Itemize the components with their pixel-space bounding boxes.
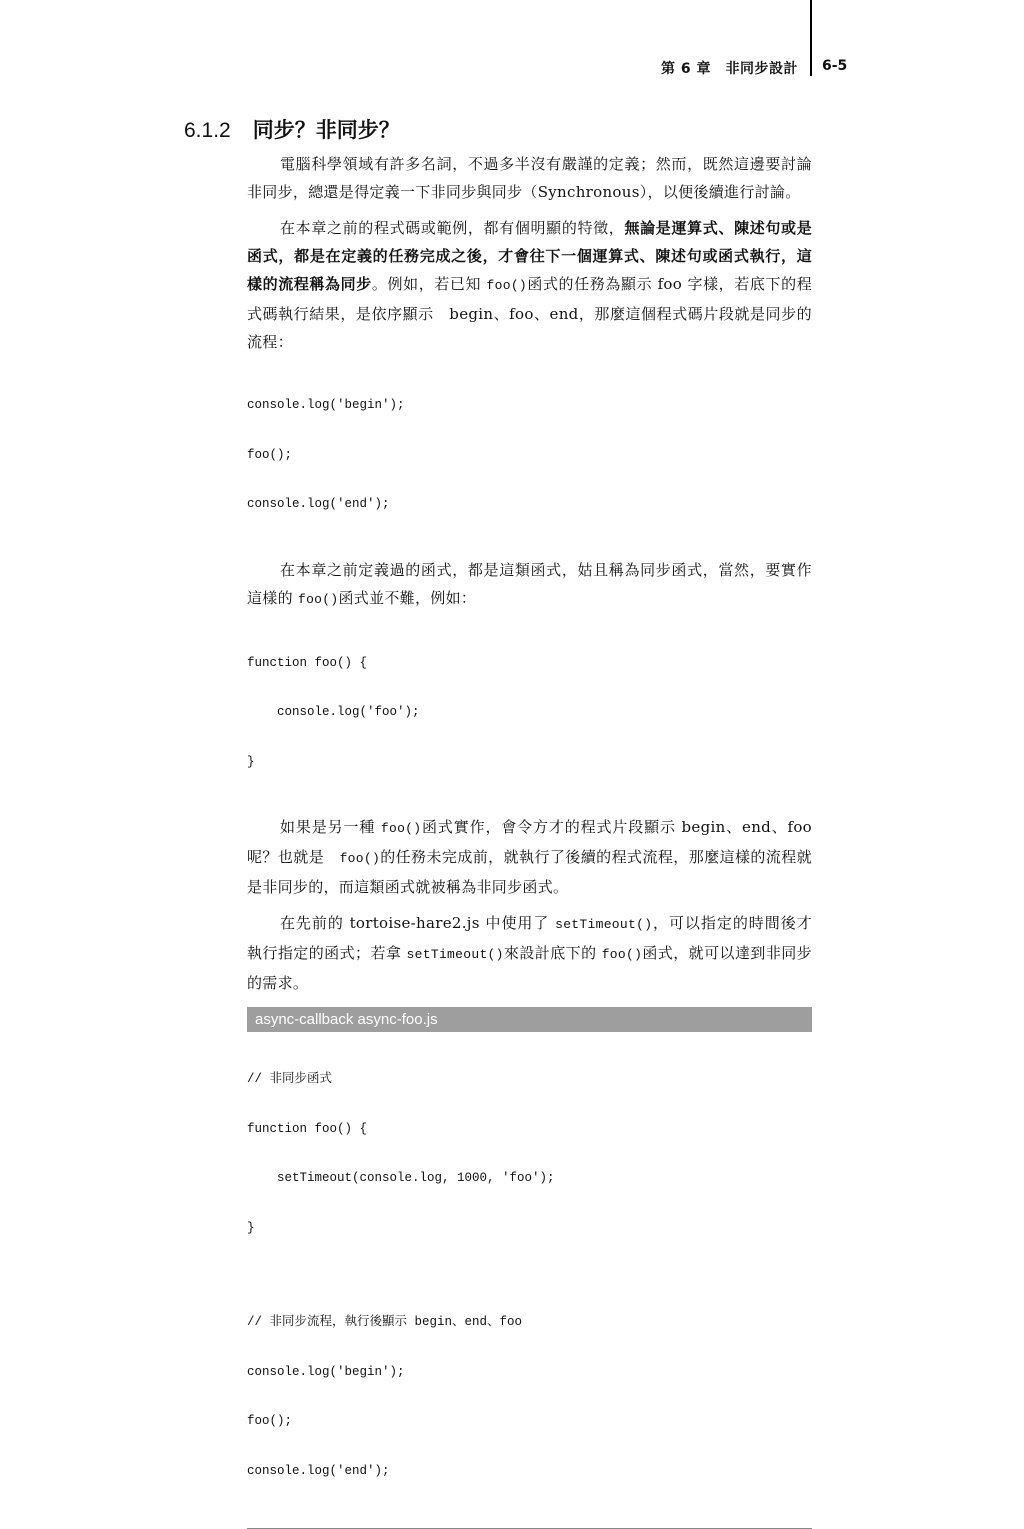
section-number: 6.1.2 [184, 119, 231, 142]
code-line: console.log('begin'); [247, 398, 405, 412]
paragraph [247, 150, 812, 206]
header-divider [810, 0, 812, 76]
inline-code: setTimeout() [406, 947, 504, 962]
inline-code: foo() [380, 821, 422, 836]
code-block [247, 622, 812, 804]
code-line: } [247, 754, 255, 769]
code-line: foo(); [247, 1414, 293, 1428]
code-line: // 非同步函式 [247, 1072, 333, 1086]
code-listing [247, 1007, 812, 1529]
code-line: function foo() { [247, 655, 368, 670]
bold-definition: 無論是運算式、陳述句或是函式，都是在定義的任務完成之後，才會往下一個運算式、陳述句或函式執行，這樣的流程稱為同步 [247, 219, 812, 293]
inline-code: foo() [601, 947, 643, 962]
inline-code: foo() [297, 591, 339, 607]
code-line: function foo() { [247, 1121, 368, 1136]
inline-code: setTimeout() [555, 917, 653, 932]
code-line: console.log('end'); [247, 497, 390, 511]
paragraph-text: 來設計底下的 [503, 944, 602, 962]
paragraph [247, 214, 812, 356]
code-line: console.log('end'); [247, 1463, 390, 1478]
code-line: // 非同步流程，執行後顯示 begin、end、foo [247, 1315, 523, 1329]
paragraph-text: 函式的任務為顯示 foo 字樣，若底下的程式碼執行結果，是依序顯示 begin、foo、end，那麼這個程式碼片段就是同步的流程： [247, 275, 813, 351]
paragraph [247, 813, 812, 901]
paragraph-text: 電腦科學領域有許多名詞，不過多半沒有嚴謹的定義；然而，既然這邊要討論非同步，總還是得定義一下非同步與同步（Synchronous），以便後續進行討論。 [247, 155, 812, 201]
code-block [247, 1038, 812, 1269]
code-line: console.log('begin'); [247, 1364, 405, 1379]
paragraph [247, 556, 812, 614]
page-number: 6-5 [822, 58, 848, 74]
paragraph-text: 在本章之前的程式碼或範例，都有個明顯的特徵， [280, 219, 625, 237]
paragraph [247, 909, 812, 997]
code-block [247, 364, 812, 546]
paragraph-text: 函式實作，會令方才的程式片段顯示 begin、end、foo 呢？也就是 [247, 818, 813, 866]
paragraph-text: ，可以指定的時間後才執行指定的函式；若拿 [247, 914, 812, 962]
running-header: 第 6 章 非同步設計 [661, 61, 798, 77]
paragraph-text: 在本章之前定義過的函式，都是這類函式，姑且稱為同步函式，當然，要實作這樣的 [247, 560, 812, 607]
inline-code: foo() [339, 851, 381, 866]
section-title: 同步？非同步？ [252, 118, 400, 142]
page-body [247, 150, 812, 1529]
section-heading [184, 114, 400, 144]
paragraph-text: 如果是另一種 [280, 818, 381, 836]
paragraph-text: 在先前的 tortoise-hare2.js 中使用了 [280, 914, 556, 932]
inline-code: foo() [486, 278, 528, 293]
paragraph-text: 的任務未完成前，就執行了後續的程式流程，那麼這樣的流程就是非同步的，而這類函式就被稱為非同步函式。 [247, 848, 812, 896]
code-line: } [247, 1220, 255, 1235]
code-block [247, 1281, 812, 1512]
paragraph-text: 。例如，若已知 [371, 275, 487, 293]
paragraph-text: 函式並不難，例如： [338, 588, 477, 607]
listing-title: async-callback async-foo.js [247, 1007, 812, 1032]
code-line: console.log('foo'); [247, 705, 420, 719]
paragraph-text: 函式，就可以達到非同步的需求。 [247, 944, 812, 992]
code-line: foo(); [247, 447, 293, 462]
code-line: setTimeout(console.log, 1000, 'foo'); [247, 1171, 555, 1185]
